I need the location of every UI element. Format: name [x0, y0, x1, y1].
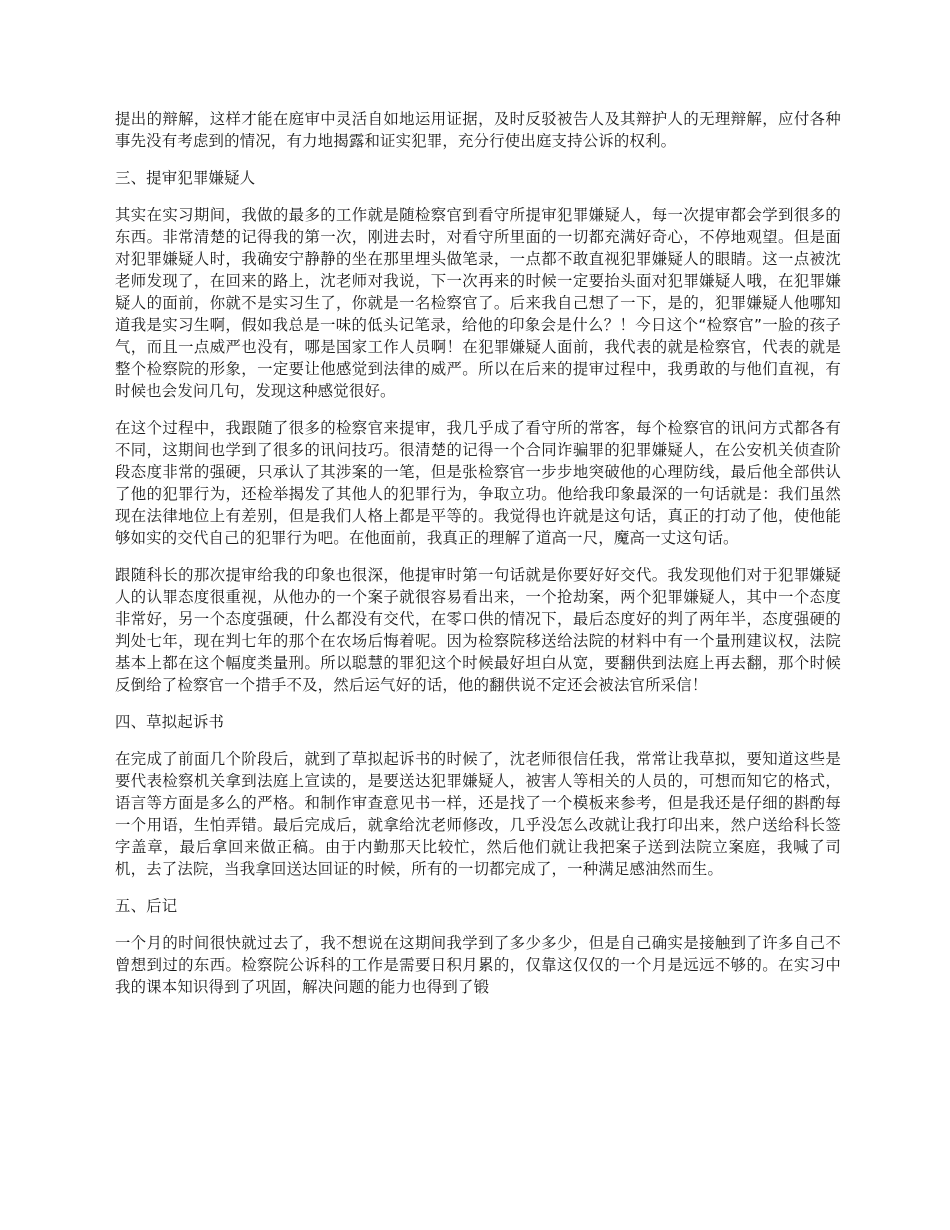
- paragraph-afterword: 一个月的时间很快就过去了，我不想说在这期间我学到了多少多少，但是自己确实是接触到了许多自己不曾想到过的东西。检察院公诉科的工作是需要日积月累的，仅靠这仅仅的一个月是远远不够的。在实习中我的课本知识得到了巩固，解决问题的能力也得到了锻: [115, 934, 841, 996]
- paragraph-closing-of-previous-section: 提出的辩解，这样才能在庭审中灵活自如地运用证据，及时反驳被告人及其辩护人的无理辩解，应付各种事先没有考虑到的情况，有力地揭露和证实犯罪，充分行使出庭支持公诉的权利。: [115, 110, 841, 150]
- paragraph-section-chief-interrogation: 跟随科长的那次提审给我的印象也很深，他提审时第一句话就是你要好好交代。我发现他们对于犯罪嫌疑人的认罪态度很重视，从他办的一个案子就很容易看出来，一个抢劫案，两个犯罪嫌疑人，其中一个态度非常好，另一个态度强硬，什么都没有交代，在零口供的情况下，最后态度好的判了两年半，态度强硬的判处七年，现在判七年的那个在农场后悔着呢。因为检察院移送给法院的材料中有一个量刑建议权，法院基本上都在这个幅度类量刑。所以聪慧的罪犯这个时候最好坦白从宽，要翻供到法庭上再去翻，那个时候反倒给了检察官一个措手不及，然后运气好的话，他的翻供说不定还会被法官所采信！: [115, 566, 841, 694]
- section-heading-4: 四、草拟起诉书: [115, 713, 225, 731]
- document-page: [115, 108, 841, 1013]
- paragraph-first-interrogation: 其实在实习期间，我做的最多的工作就是随检察官到看守所提审犯罪嫌疑人，每一次提审都会学到很多的东西。非常清楚的记得我的第一次，刚进去时，对看守所里面的一切都充满好奇心，不停地观望。但是面对犯罪嫌疑人时，我确安宁静静的坐在那里埋头做笔录，一点都不敢直视犯罪嫌疑人的眼睛。这一点被沈老师发现了，在回来的路上，沈老师对我说，下一次再来的时候一定要抬头面对犯罪嫌疑人哦，在犯罪嫌疑人的面前，你就不是实习生了，你就是一名检察官了。后来我自己想了一下，是的，犯罪嫌疑人他哪知道我是实习生啊，假如我总是一味的低头记笔录，给他的印象会是什么？！今日这个“检察官”一脸的孩子气，而且一点威严也没有，哪是国家工作人员啊！在犯罪嫌疑人面前，我代表的就是检察官，代表的就是整个检察院的形象，一定要让他感觉到法律的威严。所以在后来的提审过程中，我勇敢的与他们直视，有时候也会发问几句，发现这种感觉很好。: [115, 206, 841, 400]
- paragraph-interrogation-techniques: 在这个过程中，我跟随了很多的检察官来提审，我几乎成了看守所的常客，每个检察官的讯问方式都各有不同，这期间也学到了很多的讯问技巧。很清楚的记得一个合同诈骗罪的犯罪嫌疑人，在公安机关侦查阶段态度非常的强硬，只承认了其涉案的一笔，但是张检察官一步步地突破他的心理防线，最后他全部供认了他的犯罪行为，还检举揭发了其他人的犯罪行为，争取立功。他给我印象最深的一句话就是：我们虽然现在法律地位上有差别，但是我们人格上都是平等的。我觉得也许就是这句话，真正的打动了他，使他能够如实的交代自己的犯罪行为吧。在他面前，我真正的理解了道高一尺，魔高一丈这句话。: [115, 419, 841, 547]
- section-heading-5: 五、后记: [115, 897, 178, 915]
- paragraph-drafting-indictment: 在完成了前面几个阶段后，就到了草拟起诉书的时候了，沈老师很信任我，常常让我草拟，要知道这些是要代表检察机关拿到法庭上宣读的，是要送达犯罪嫌疑人，被害人等相关的人员的，可想而知它的格式，语言等方面是多么的严格。和制作审查意见书一样，还是找了一个模板来参考，但是我还是仔细的斟酌每一个用语，生怕弄错。最后完成后，就拿给沈老师修改，几乎没怎么改就让我打印出来，然户送给科长签字盖章，最后拿回来做正稿。由于内勤那天比较忙，然后他们就让我把案子送到法院立案庭，我喊了司机，去了法院，当我拿回送达回证的时候，所有的一切都完成了，一种满足感油然而生。: [115, 750, 841, 878]
- section-heading-3: 三、提审犯罪嫌疑人: [115, 169, 256, 187]
